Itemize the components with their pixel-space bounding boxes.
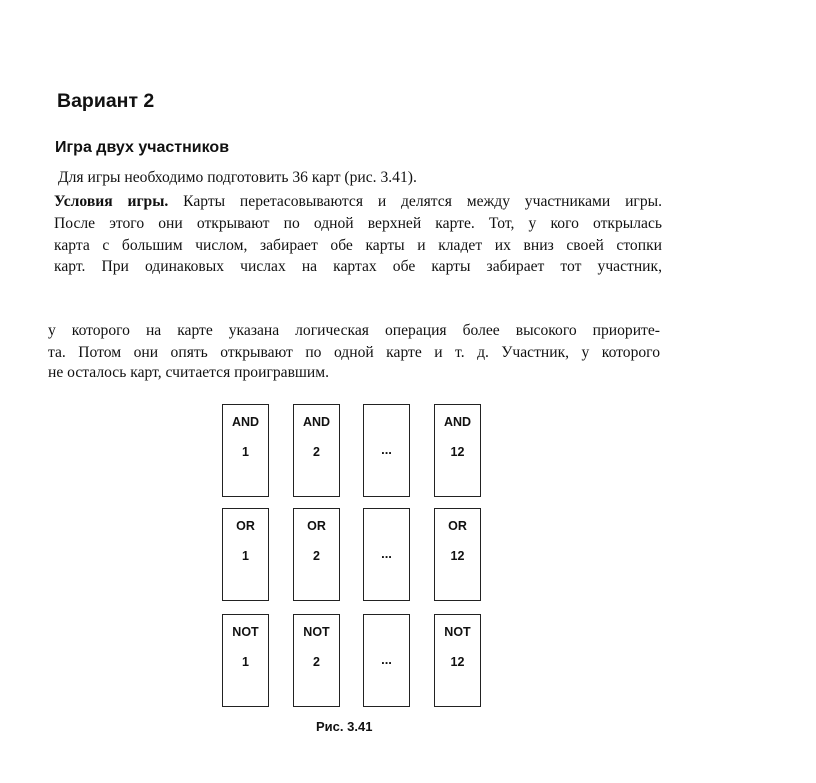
section-heading: Вариант 2 (57, 90, 155, 112)
card-and-1 (222, 404, 269, 497)
card-number: 1 (242, 655, 249, 669)
card-or-ellipsis (363, 508, 410, 601)
card-number: 12 (450, 549, 465, 563)
figure-caption: Рис. 3.41 (316, 719, 373, 734)
card-and-ellipsis (363, 404, 410, 497)
card-or-1 (222, 508, 269, 601)
card-number: 12 (450, 655, 465, 669)
continuation-line-2: та. Потом они опять открывают по одной карте и т. д. Участник, у которого (48, 344, 660, 361)
card-ellipsis: ... (381, 652, 392, 667)
rules-line-2: После этого они открывают по одной верхней карте. Тот, у кого открылась (54, 215, 662, 232)
continuation-line-3: не осталось карт, считается проигравшим. (48, 364, 330, 381)
card-operation: NOT (444, 625, 471, 639)
card-operation: OR (307, 519, 326, 533)
card-and-2 (293, 404, 340, 497)
card-number: 1 (242, 549, 249, 563)
card-operation: NOT (232, 625, 259, 639)
card-operation: AND (231, 415, 260, 429)
card-operation: AND (443, 415, 472, 429)
card-not-12 (434, 614, 481, 707)
card-or-2 (293, 508, 340, 601)
card-operation: NOT (303, 625, 330, 639)
rules-line-1 (54, 191, 662, 213)
card-not-ellipsis (363, 614, 410, 707)
card-not-1 (222, 614, 269, 707)
card-and-12 (434, 404, 481, 497)
card-number: 12 (450, 445, 465, 459)
card-not-2 (293, 614, 340, 707)
rules-line-1-text: Карты перетасовываются и делятся между участниками игры. (183, 193, 662, 210)
card-operation: OR (448, 519, 467, 533)
card-number: 2 (313, 549, 320, 563)
continuation-line-1: у которого на карте указана логическая операция более высокого приорите- (48, 322, 660, 339)
card-operation: AND (302, 415, 331, 429)
card-operation: OR (236, 519, 255, 533)
card-ellipsis: ... (381, 546, 392, 561)
rules-line-3: карта с большим числом, забирает обе карты и кладет их вниз своей стопки (54, 237, 662, 254)
rules-line-4: карт. При одинаковых числах на картах обе карты забирает тот участник, (54, 258, 662, 275)
subsection-heading: Игра двух участников (55, 139, 230, 156)
intro-paragraph: Для игры необходимо подготовить 36 карт (рис. 3.41). (58, 169, 417, 186)
card-number: 2 (313, 655, 320, 669)
card-number: 1 (242, 445, 249, 459)
card-or-12 (434, 508, 481, 601)
card-ellipsis: ... (381, 442, 392, 457)
card-number: 2 (313, 445, 320, 459)
rules-term: Условия игры. (54, 193, 169, 210)
